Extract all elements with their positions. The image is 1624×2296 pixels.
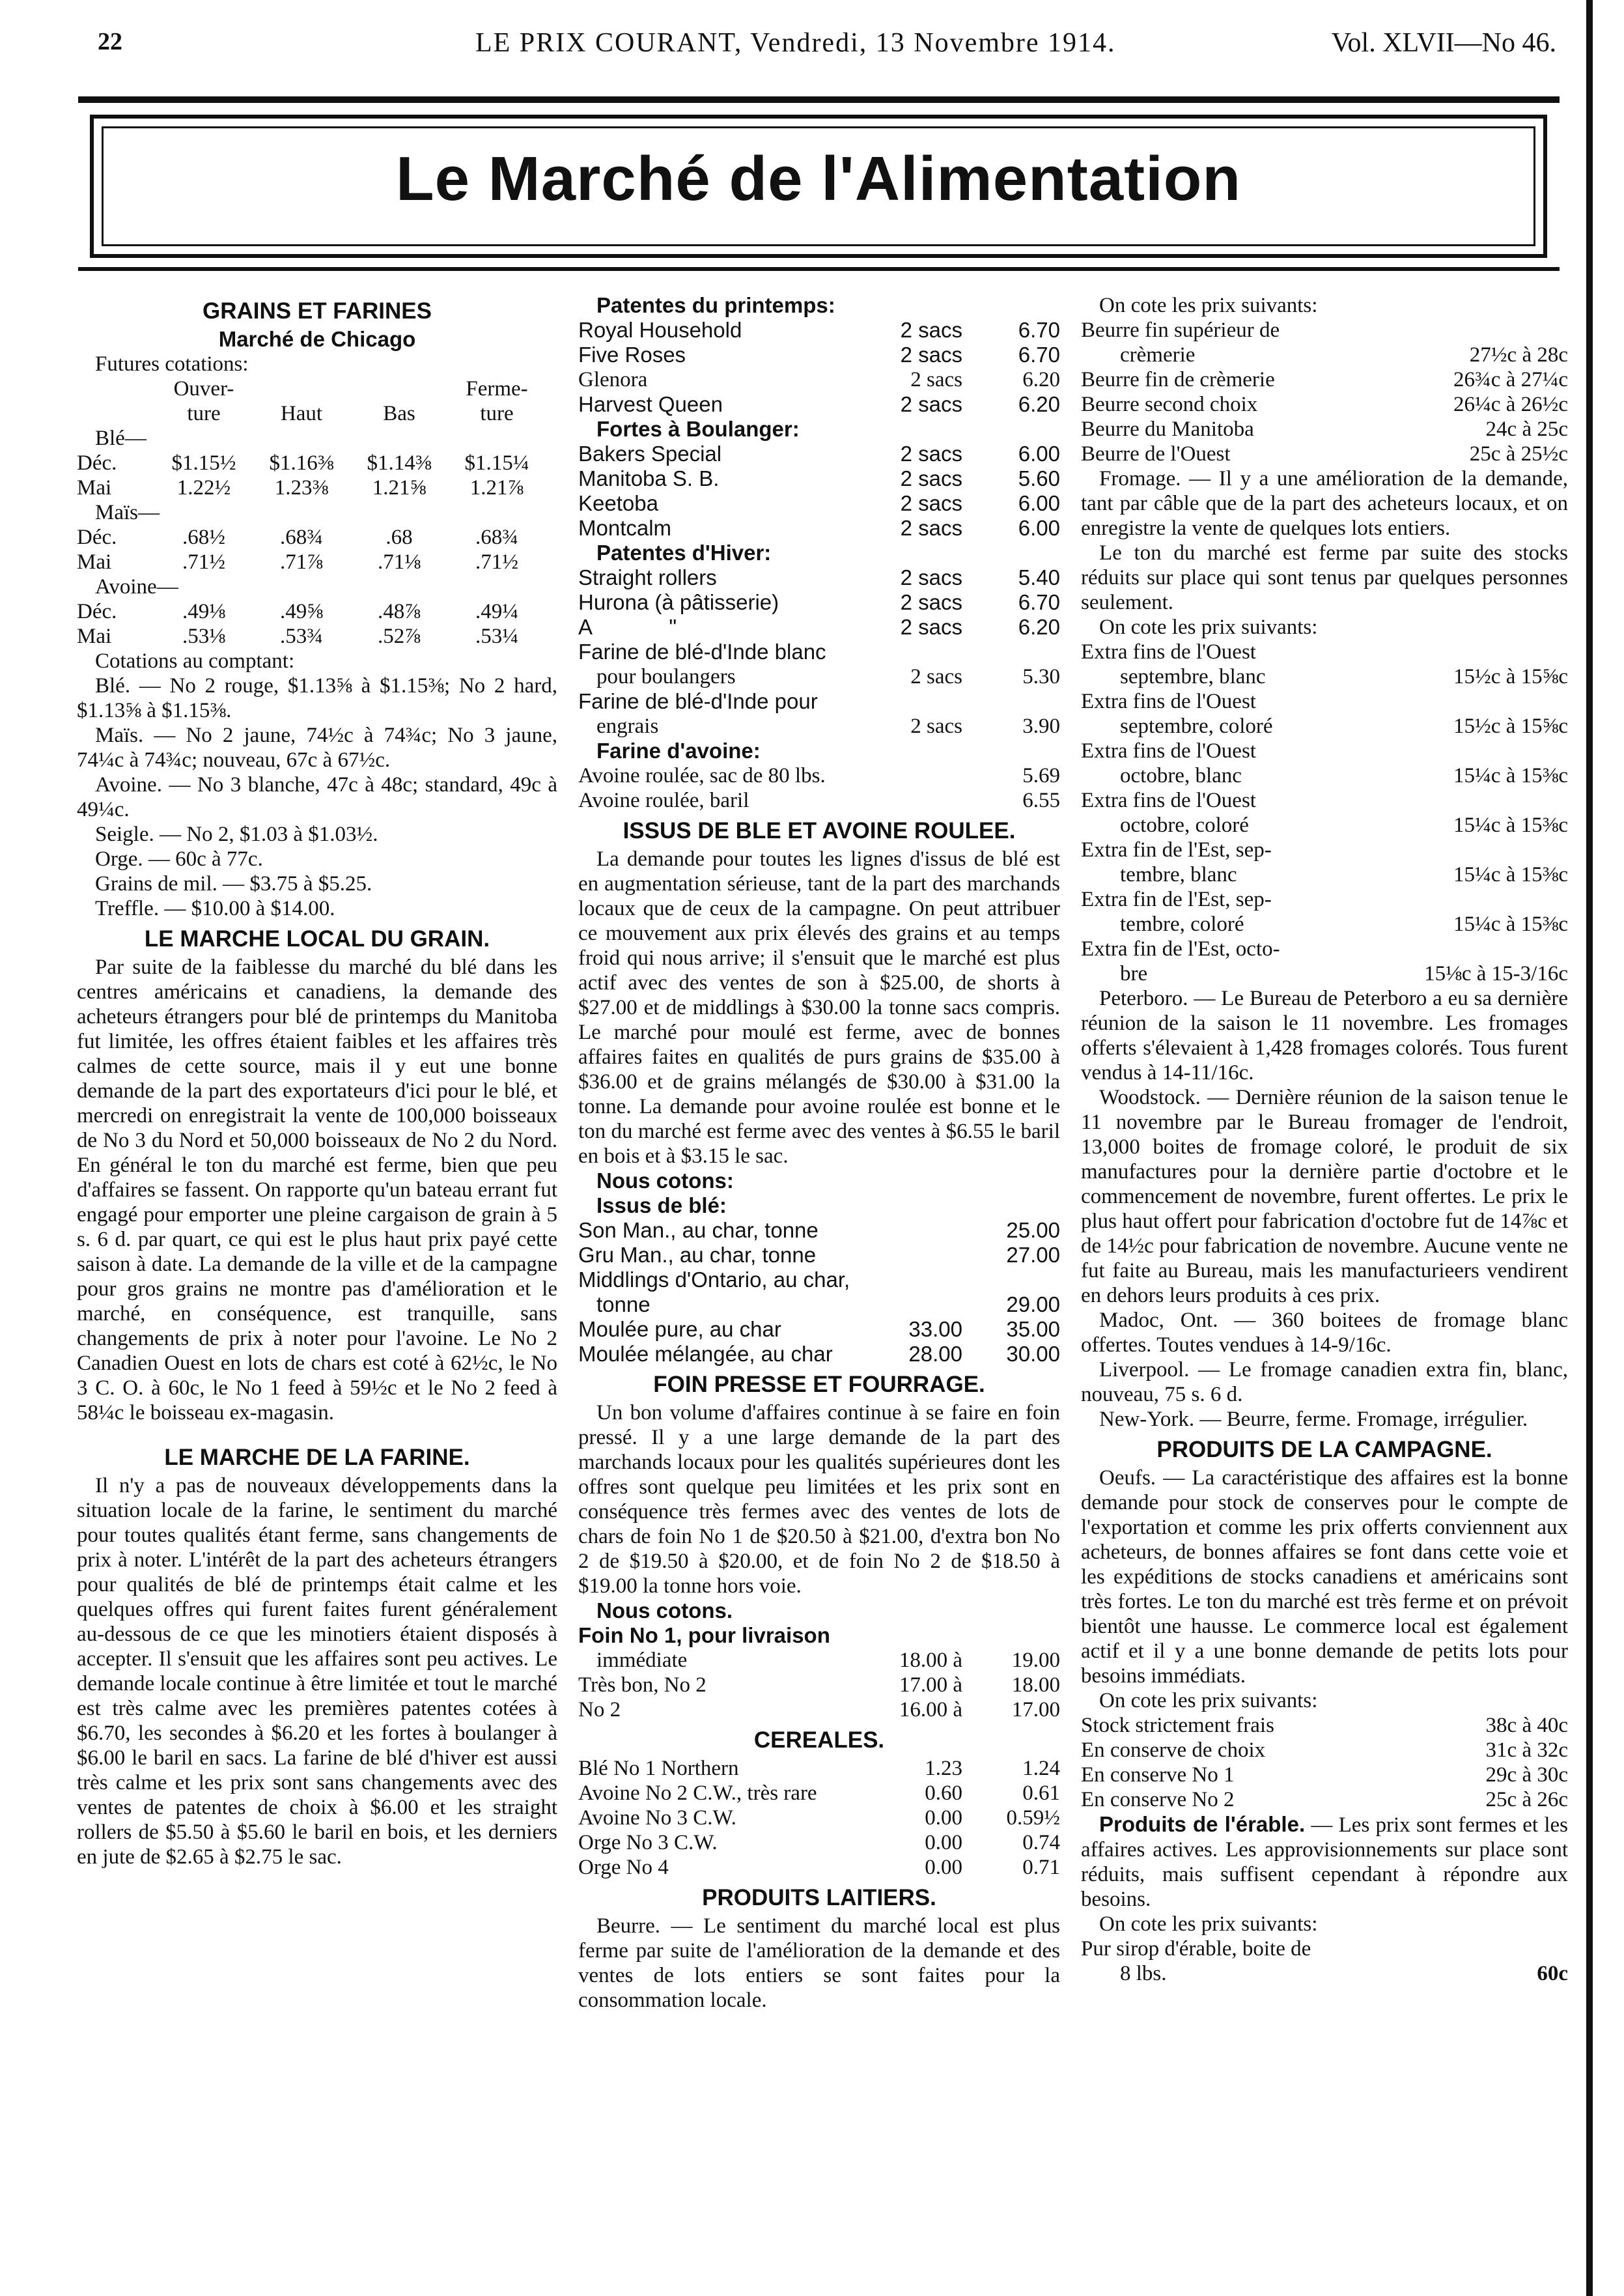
list-item: septembre, blanc 15½c à 15⅝c — [1120, 665, 1568, 688]
list-item: tembre, blanc 15¼c à 15⅜c — [1120, 863, 1568, 886]
price-intro: On cote les prix suivants: — [1099, 616, 1318, 639]
subheading: Patentes du printemps: — [596, 293, 835, 317]
table-row: Blé— — [95, 427, 147, 450]
list-item: pour boulangers 2 sacs 5.30 — [596, 665, 1060, 688]
futures-table — [77, 426, 557, 649]
list-item: octobre, coloré 15¼c à 15⅜c — [1120, 814, 1568, 837]
futures-header-2: ture Haut Bas ture — [187, 402, 514, 425]
list-item: Orge No 4 0.00 0.71 — [578, 1856, 1060, 1879]
list-item: Avoine roulée, sac de 80 lbs. 5.69 — [578, 764, 1060, 787]
paragraph: Un bon volume d'affaires continue à se faire en foin pressé. Il y a une large demande de la part des marchands locaux pour les qualités supérieures dont les offres sont quelque peu limitées et les prix sont en conséquence très fermes avec des ventes de lots de chars de foin No 1 de $20.50 à $21.00, d'extra bon No 2 de $19.50 à $20.00, et de foin No 2 de $18.50 à $19.00 la tonne hors voie. — [578, 1401, 1060, 1598]
list-item-title: Farine de blé-d'Inde pour — [578, 689, 818, 713]
list-item: No 2 16.00 à 17.00 — [578, 1698, 1060, 1722]
list-item-title: Beurre fin supérieur de — [1081, 319, 1280, 342]
column-1 — [77, 293, 557, 1869]
section-banner — [90, 115, 1547, 258]
price-intro: On cote les prix suivants: — [1099, 1689, 1318, 1712]
paragraph: Beurre. — Le sentiment du marché local est plus ferme par suite de l'amélioration de la demande et des ventes de lots entiers se sont faites pour la consommation locale. — [578, 1914, 1060, 2012]
table-row: Déc. .68½ .68¾ .68 .68¾ — [77, 526, 518, 549]
list-item: Straight rollers 2 sacs 5.40 — [578, 565, 1060, 589]
subheading: Fortes à Boulanger: — [596, 417, 800, 441]
paragraph: Oeufs. — La caractéristique des affaires est la bonne demande pour stock de conserves pour le compte de l'exportation et comme les prix offerts conviennent aux acheteurs, de bonnes affaires se font dans cette voie et les expéditions de stocks canadiens et américains sont très fortes. Le ton du marché est très ferme et on prévoit bientôt une hausse. Le commerce local est également actif et il y a une bonne demande de petits lots pour besoins immédiats. — [1081, 1466, 1568, 1688]
list-item: tonne 29.00 — [596, 1292, 1060, 1316]
list-item: Beurre du Manitoba 24c à 25c — [1081, 418, 1568, 441]
list-item: Gru Man., au char, tonne 27.00 — [578, 1243, 1060, 1267]
page-edge-bar — [1586, 0, 1593, 2296]
list-item: Five Roses 2 sacs 6.70 — [578, 343, 1060, 367]
cereals-heading: CEREALES. — [753, 1727, 885, 1753]
list-item: Royal Household 2 sacs 6.70 — [578, 318, 1060, 342]
list-item: Beurre fin de crèmerie 26¾c à 27¼c — [1081, 368, 1568, 391]
list-item: Très bon, No 2 17.00 à 18.00 — [578, 1673, 1060, 1697]
list-item: Glenora 2 sacs 6.20 — [578, 368, 1060, 391]
list-item: Keetoba 2 sacs 6.00 — [578, 491, 1060, 515]
hay-heading: FOIN PRESSE ET FOURRAGE. — [653, 1372, 985, 1397]
column-3 — [1081, 293, 1568, 1986]
futures-label: Futures cotations: — [95, 352, 249, 376]
list-item: En conserve de choix 31c à 32c — [1081, 1738, 1568, 1762]
banner-bottom-rule — [78, 267, 1560, 271]
table-row: Déc. $1.15½ $1.16⅜ $1.14⅜ $1.15¼ — [77, 451, 529, 475]
paragraph: Madoc, Ont. — 360 boitees de fromage blanc offertes. Toutes vendues à 14-9/16c. — [1081, 1309, 1568, 1357]
futures-header-1: Ouver- Ferme- — [173, 377, 528, 401]
list-item-title: Extra fin de l'Est, sep- — [1081, 888, 1272, 911]
table-row: Mai .53⅛ .53¾ .52⅞ .53¼ — [77, 625, 518, 648]
table-row: Déc. .49⅛ .49⅝ .48⅞ .49¼ — [77, 600, 518, 623]
section-title: Le Marché de l'Alimentation — [395, 144, 1242, 214]
list-item-title: Extra fin de l'Est, sep- — [1081, 838, 1272, 862]
list-item: Avoine No 3 C.W. 0.00 0.59½ — [578, 1806, 1060, 1830]
list-item: Harvest Queen 2 sacs 6.20 — [578, 392, 1060, 416]
chicago-subheading: Marché de Chicago — [218, 327, 416, 351]
volume-number: Vol. XLVII—No 46. — [1331, 28, 1556, 58]
list-item-title: Extra fins de l'Ouest — [1081, 789, 1256, 812]
grains-heading: GRAINS ET FARINES — [203, 298, 432, 324]
list-item-title: Extra fins de l'Ouest — [1081, 739, 1256, 763]
list-item: Beurre second choix 26¼c à 26½c — [1081, 393, 1568, 416]
list-item: engrais 2 sacs 3.90 — [596, 715, 1060, 738]
paragraph: La demande pour toutes les lignes d'issus de blé est en augmentation sérieuse, tant de la part des marchands locaux que de ceux de la campagne. On peut attribuer ce mouvement aux prix élevés des grains et au temps froid qui nous arrive; il s'ensuit que le marché est plus actif avec des ventes de son à $25.00, de shorts à $27.00 et de middlings à $30.00 la tonne sacs compris. Le marché pour moulé est ferme, avec de bonnes affaires faites en qualités de purs grains de $35.00 à $36.00 et de grains mélangés de $30.00 à $31.00 la tonne. La demande pour avoine roulée est bonne et le ton du marché est ferme avec des ventes à $6.55 le baril en bois et à $3.15 le sac. — [578, 847, 1060, 1168]
paragraph: Peterboro. — Le Bureau de Peterboro a eu sa dernière réunion de la saison le 11 novembre. Les fromages offerts s'élevaient à 1,428 fromages colorés. Tous furent vendus à 14-11/16c. — [1081, 987, 1568, 1084]
price-intro: On cote les prix suivants: — [1099, 294, 1318, 317]
paragraph: Avoine. — No 3 blanche, 47c à 48c; standard, 49c à 49¼c. — [77, 773, 557, 821]
page-header — [98, 25, 1556, 64]
list-item-title: Extra fins de l'Ouest — [1081, 640, 1256, 664]
price-intro: On cote les prix suivants: — [1099, 1912, 1318, 1936]
list-item: Stock strictement frais 38c à 40c — [1081, 1714, 1568, 1737]
paragraph: Il n'y a pas de nouveaux développements dans la situation locale de la farine, le sentiment du marché pour toutes qualités étant ferme, sans changements de prix à noter. L'intérêt de la part des acheteurs étrangers pour qualités de blé de printemps était calme et les quelques offres qui furent faites furent généralement au-dessous de ce que les minotiers étaient disposés à accepter. Il s'ensuit que les affaires sont peu actives. Le demande locale continue à être limitée et tout le marché est très calme avec les premières patentes cotées à $6.70, les secondes à $6.20 et les fortes à boulanger à $6.00 le baril en sacs. La farine de blé d'hiver est aussi très calme et les prix sont sans changements avec des ventes de patentes de choix à $6.00 et les straight rollers de $5.50 à $5.60 le baril en bois, et les derniers en jute de $2.65 à $2.75 le sac. — [77, 1474, 557, 1869]
list-item: Manitoba S. B. 2 sacs 5.60 — [578, 466, 1060, 490]
subheading: Foin No 1, pour livraison — [578, 1623, 830, 1647]
table-row: Mai .71½ .71⅞ .71⅛ .71½ — [77, 550, 518, 574]
flour-heading: LE MARCHE DE LA FARINE. — [164, 1445, 470, 1470]
list-item: En conserve No 1 29c à 30c — [1081, 1763, 1568, 1787]
list-item: tembre, coloré 15¼c à 15⅜c — [1120, 913, 1568, 936]
page-number: 22 — [98, 28, 122, 55]
paragraph: Le ton du marché est ferme par suite des stocks réduits sur place qui sont tenus par quelques personnes seulement. — [1081, 541, 1568, 614]
list-item: Orge No 3 C.W. 0.00 0.74 — [578, 1831, 1060, 1854]
subheading: Issus de blé: — [596, 1193, 727, 1217]
paragraph: Blé. — No 2 rouge, $1.13⅝ à $1.15⅜; No 2 hard, $1.13⅝ à $1.15⅜. — [77, 674, 557, 722]
paragraph: Fromage. — Il y a une amélioration de la demande, tant par câble que de la part des acheteurs locaux, et on enregistre la vente de quelques lots entiers. — [1081, 467, 1568, 540]
list-item: Montcalm 2 sacs 6.00 — [578, 516, 1060, 540]
table-row: Mai 1.22½ 1.23⅜ 1.21⅝ 1.21⅞ — [77, 476, 524, 500]
subheading: Patentes d'Hiver: — [596, 541, 772, 565]
paragraph: Woodstock. — Dernière réunion de la saison tenue le 11 novembre par le Bureau fromager de l'endroit, 13,000 boites de fromage coloré, le produit de six manufactures pour la dernière partie d'octobre et le commencement de novembre, furent offertes. Le prix le plus haut offert pour fabrication d'octobre fut de 14⅞c et de 14½c pour fabrication de novembre. Aucune vente ne fut faite au Bureau, mais les manufacturieers vendirent en dehors leurs produits à ces prix. — [1081, 1086, 1568, 1307]
subheading: Nous cotons: — [596, 1169, 734, 1193]
country-products-heading: PRODUITS DE LA CAMPAGNE. — [1156, 1437, 1492, 1462]
list-item: bre 15⅛c à 15-3/16c — [1120, 962, 1568, 985]
paragraph: Maïs. — No 2 jaune, 74½c à 74¾c; No 3 jaune, 74¼c à 74¾c; nouveau, 67c à 67½c. — [77, 724, 557, 772]
list-item: octobre, blanc 15¼c à 15⅜c — [1120, 764, 1568, 787]
list-item: Son Man., au char, tonne 25.00 — [578, 1218, 1060, 1242]
list-item-title: Extra fins de l'Ouest — [1081, 690, 1256, 713]
list-item-title: Farine de blé-d'Inde blanc — [578, 640, 826, 664]
list-item: A " 2 sacs 6.20 — [578, 615, 1060, 639]
cash-label: Cotations au comptant: — [95, 649, 295, 673]
list-item-title: Extra fin de l'Est, octo- — [1081, 937, 1280, 961]
table-row: Avoine— — [95, 575, 178, 599]
paragraph: Par suite de la faiblesse du marché du blé dans les centres américains et canadiens, la demande des acheteurs étrangers pour blé de printemps du Manitoba fut limitée, les offres étaient faibles et les affaires très calmes de cette source, mais il y eut une bonne demande de la part des exportateurs d'ici pour le blé, et mercredi on enregistrait la vente de 100,000 boisseaux de No 3 du Nord et 50,000 boisseaux de No 2 du Nord. En général le ton du marché est ferme, bien que peu d'affaires se fassent. On rapporte qu'un bateau errant fut engagé pour emporter une pleine cargaison de grain à 5 s. 6 d. par quart, ce qui est le plus haut prix payé cette saison à date. La demande de la ville et de la campagne pour gros grains ne montre pas d'amélioration et le marché, en conséquence, est tranquille, sans changements de prix à noter pour l'avoine. Le No 2 Canadien Ouest en lots de chars est coté à 62½c, le No 3 C. O. à 60c, le No 1 feed à 59½c et le No 2 feed à 58¼c le boisseau ex-magasin. — [77, 956, 557, 1424]
top-rule — [78, 96, 1560, 103]
table-row: Maïs— — [95, 501, 160, 524]
subheading: Nous cotons. — [596, 1598, 733, 1623]
list-item: Orge. — 60c à 77c. — [95, 847, 263, 871]
local-grain-heading: LE MARCHE LOCAL DU GRAIN. — [144, 926, 490, 952]
paragraph — [1081, 1812, 1568, 1912]
list-item-title: Middlings d'Ontario, au char, — [578, 1268, 850, 1292]
list-item: Seigle. — No 2, $1.03 à $1.03½. — [95, 823, 378, 846]
paragraph: New-York. — Beurre, ferme. Fromage, irrégulier. — [1099, 1408, 1528, 1431]
list-item: Blé No 1 Northern 1.23 1.24 — [578, 1757, 1060, 1780]
list-item: Moulée mélangée, au char 28.00 30.00 — [578, 1342, 1060, 1366]
list-item: Avoine roulée, baril 6.55 — [578, 789, 1060, 812]
list-item: immédiate 18.00 à 19.00 — [596, 1649, 1060, 1672]
list-item: Treffle. — $10.00 à $14.00. — [95, 897, 335, 920]
list-item: crèmerie 27½c à 28c — [1120, 343, 1568, 367]
column-2 — [578, 293, 1060, 2013]
running-title: LE PRIX COURANT, Vendredi, 13 Novembre 1914. — [475, 28, 1116, 58]
list-item: Moulée pure, au char 33.00 35.00 — [578, 1317, 1060, 1341]
subheading: Farine d'avoine: — [596, 739, 761, 763]
issus-heading: ISSUS DE BLE ET AVOINE ROULEE. — [623, 818, 1016, 843]
maple-text: — Les prix sont fermes et les affaires actives. Les approvisionnements sur place sont réduits, mais suffisent cependant à répondre aux besoins. — [1081, 1813, 1568, 1911]
list-item: Beurre de l'Ouest 25c à 25½c — [1081, 442, 1568, 466]
list-item: Hurona (à pâtisserie) 2 sacs 6.70 — [578, 590, 1060, 614]
list-item-title: Pur sirop d'érable, boite de — [1081, 1937, 1311, 1961]
list-item: septembre, coloré 15½c à 15⅝c — [1120, 715, 1568, 738]
paragraph: Liverpool. — Le fromage canadien extra fin, blanc, nouveau, 75 s. 6 d. — [1081, 1358, 1568, 1406]
maple-lead: Produits de l'érable. — [1099, 1812, 1306, 1836]
list-item: Avoine No 2 C.W., très rare 0.60 0.61 — [578, 1781, 1060, 1805]
list-item: En conserve No 2 25c à 26c — [1081, 1788, 1568, 1811]
list-item: Grains de mil. — $3.75 à $5.25. — [95, 872, 372, 896]
dairy-heading: PRODUITS LAITIERS. — [702, 1885, 936, 1910]
list-item: 8 lbs. 60c — [1120, 1962, 1568, 1985]
list-item: Bakers Special 2 sacs 6.00 — [578, 442, 1060, 466]
